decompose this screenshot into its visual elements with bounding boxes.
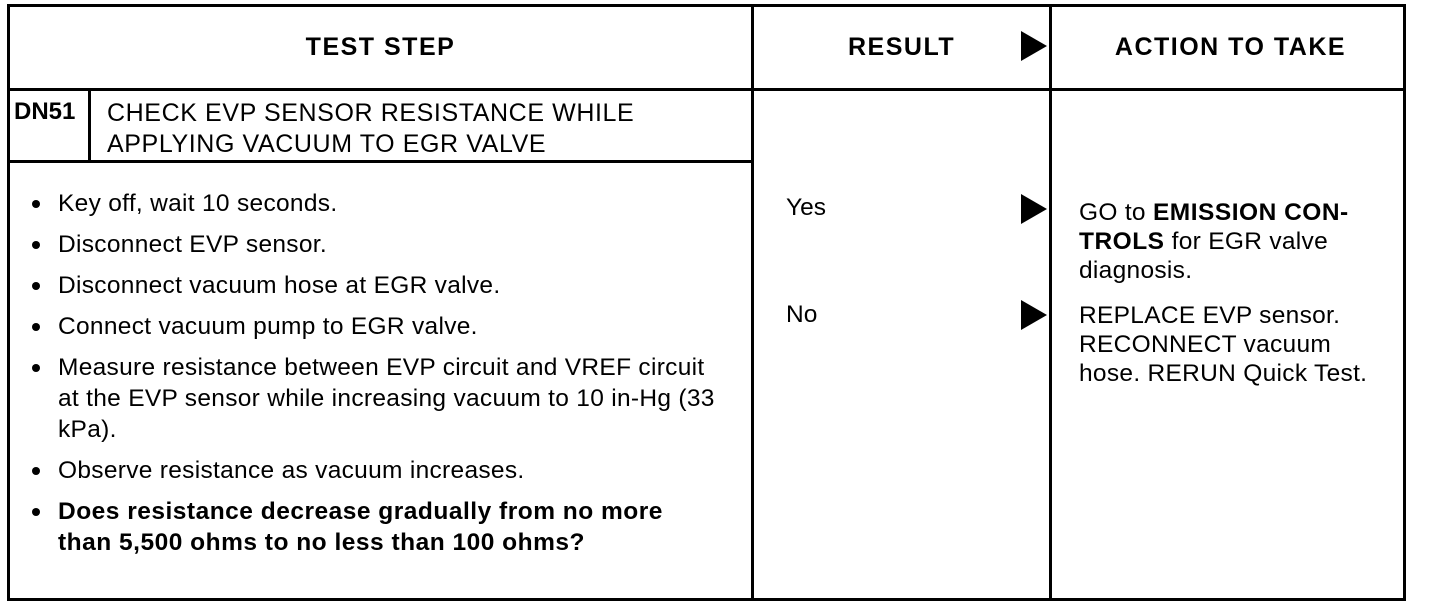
header-result-arrow-icon — [1021, 31, 1047, 61]
list-item-question: Does resistance decrease gradually from no more than 5,500 ohms to no less than 100 ohms? — [30, 496, 720, 558]
action-yes-pre: GO to — [1079, 199, 1153, 226]
list-item: Disconnect vacuum hose at EGR valve. — [30, 270, 720, 301]
column-divider-test-result — [751, 4, 754, 601]
step-title-divider — [7, 160, 754, 163]
list-item: Disconnect EVP sensor. — [30, 229, 720, 260]
action-yes-post: for EGR valve diagnosis. — [1079, 228, 1329, 284]
test-step-list — [30, 188, 720, 568]
header-test-step: TEST STEP — [305, 32, 456, 61]
result-no: No — [786, 301, 818, 328]
result-yes: Yes — [786, 194, 826, 221]
step-title-line-2: APPLYING VACUUM TO EGR VALVE — [107, 130, 547, 158]
step-title-line-1: CHECK EVP SENSOR RESISTANCE WHILE — [107, 99, 635, 127]
column-divider-result-action — [1049, 4, 1052, 601]
list-item: Connect vacuum pump to EGR valve. — [30, 311, 720, 342]
step-code: DN51 — [14, 98, 76, 125]
list-item: Observe resistance as vacuum increases. — [30, 455, 720, 486]
step-title — [107, 98, 727, 160]
result-no-arrow-icon — [1021, 300, 1047, 330]
result-yes-arrow-icon — [1021, 194, 1047, 224]
action-yes — [1079, 198, 1389, 285]
step-code-divider — [88, 90, 91, 162]
action-no: REPLACE EVP sensor. RECONNECT vacuum hose. RERUN Quick Test. — [1079, 302, 1368, 387]
list-item: Measure resistance between EVP circuit and VREF circuit at the EVP sensor while increasing vacuum to 10 in-Hg (33 kPa). — [30, 352, 720, 445]
action-yes-emphasis: EMISSION CON-TROLS — [1079, 199, 1349, 255]
list-item: Key off, wait 10 seconds. — [30, 188, 720, 219]
header-action-to-take: ACTION TO TAKE — [1114, 32, 1347, 61]
header-result: RESULT — [848, 32, 956, 61]
